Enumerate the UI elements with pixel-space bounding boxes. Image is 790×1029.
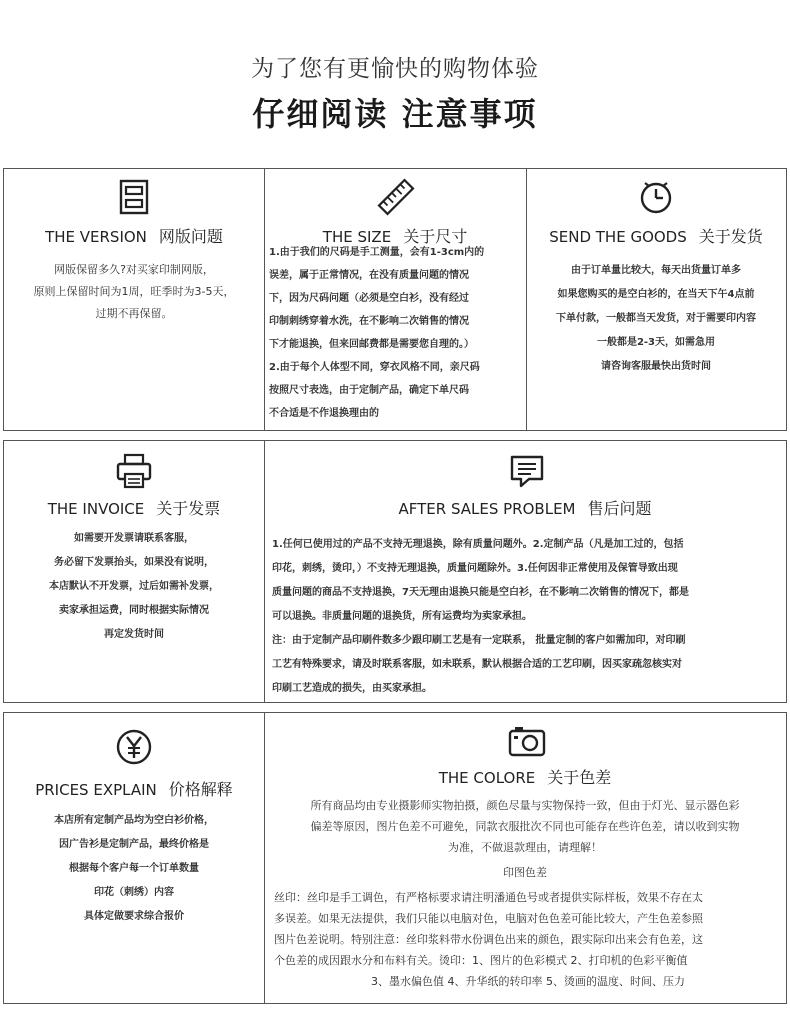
prices-title (4, 777, 264, 800)
colore-title (264, 765, 786, 788)
text-line: 下才能退换，但来回邮费都是需要您自理的。） (269, 339, 474, 350)
colore-text (268, 795, 782, 883)
row-1 (3, 168, 787, 431)
version-title-zh: 网版问题 (158, 227, 223, 246)
text-line: 本店所有定制产品均为空白衫价格， (54, 815, 214, 826)
camera-icon (507, 721, 547, 761)
text-line: 具体定做要求综合报价 (84, 911, 184, 922)
invoice-section (4, 441, 264, 702)
message-icon (507, 451, 547, 491)
goods-section (526, 169, 786, 430)
text-line: 多误差。如果无法提供，我们只能以电脑对色，电脑对色色差可能比较大，产生色差参照 (274, 912, 703, 925)
invoice-text (4, 527, 264, 647)
colore-title-zh: 关于色差 (547, 768, 612, 787)
text-line: 可以退换。非质量问题的退换货，所有运费均为卖家承担。 (272, 611, 532, 622)
text-line: 网版保留多久?对买家印制网版， (54, 263, 214, 276)
text-line: 个色差的成因跟水分和布料有关。烫印：1、图片的色彩模式 2、打印机的色彩平衡值 (274, 954, 688, 967)
after-sales-title (264, 496, 786, 519)
colore-title-en: THE COLORE (438, 769, 536, 787)
version-title-en: THE VERSION (45, 228, 147, 246)
text-line: 按照尺寸表选，由于定制产品，确定下单尺码 (269, 385, 469, 396)
text-line: 3、墨水偏色值 4、升华纸的转印率 5、烫画的温度、时间、压力 (371, 975, 685, 988)
text-line: 丝印：丝印是手工调色，有严格标要求请注明潘通色号或者提供实际样板，效果不存在太 (274, 891, 703, 904)
goods-title (526, 224, 786, 247)
text-line: 请咨询客服最快出货时间 (601, 361, 711, 372)
size-text (269, 241, 526, 425)
size-title-zh: 关于尺寸 (403, 227, 468, 246)
text-line: 一般都是2-3天，如需急用 (596, 337, 716, 348)
colore-print-text (274, 887, 782, 992)
text-line: 本店默认不开发票，过后如需补发票， (49, 581, 219, 592)
goods-title-en: SEND THE GOODS (549, 228, 687, 246)
clock-icon (636, 177, 676, 217)
text-line: 1.由于我们的尺码是手工测量，会有1-3cm内的 (269, 247, 485, 258)
row-2 (3, 440, 787, 703)
ruler-icon (376, 177, 416, 217)
text-line: 下单付款，一般都当天发货，对于需要印内容 (556, 313, 756, 324)
text-line: 工艺有特殊要求，请及时联系客服，如未联系，默认根据合适的工艺印刷，因买家疏忽核实对 (272, 659, 682, 670)
printer-icon (114, 451, 154, 491)
version-text (4, 259, 264, 325)
invoice-title (4, 496, 264, 519)
size-section (264, 169, 526, 430)
text-line: 卖家承担运费，同时根据实际情况 (59, 605, 209, 616)
text-line: 质量问题的商品不支持退换，7天无理由退换只能是空白衫，在不影响二次销售的情况下，都是 (272, 587, 689, 598)
page-subtitle: 为了您有更愉快的购物体验 (251, 56, 539, 82)
text-line: 务必留下发票抬头，如果没有说明， (54, 557, 214, 568)
version-title (4, 224, 264, 247)
prices-title-en: PRICES EXPLAIN (35, 781, 157, 799)
text-line: 偏差等原因，图片色差不可避免，同款衣服批次不同也可能存在些许色差，请以收到实物 (310, 820, 740, 833)
text-line: 注：由于定制产品印刷件数多少跟印刷工艺是有一定联系， 批量定制的客户如需加印，对印刷 (272, 635, 686, 646)
yen-icon (114, 727, 154, 767)
page-title: 仔细阅读 注意事项 (252, 95, 538, 133)
text-line: 不合适是不作退换理由的 (269, 408, 379, 419)
text-line: 如需要开发票请联系客服， (74, 533, 194, 544)
page-header (0, 50, 790, 135)
text-line: 过期不再保留。 (95, 307, 173, 320)
text-line: 原则上保留时间为1周，旺季时为3-5天， (33, 285, 235, 298)
prices-text (4, 809, 264, 929)
after-sales-section (264, 441, 786, 702)
text-line: 再定发货时间 (104, 629, 164, 640)
after-sales-title-en: AFTER SALES PROBLEM (398, 500, 576, 518)
text-line: 如果您购买的是空白衫的，在当天下午4点前 (557, 289, 755, 300)
goods-title-zh: 关于发货 (698, 227, 763, 246)
colore-section (264, 713, 786, 1003)
colore-subtitle: 印图色差 (503, 866, 547, 879)
size-title-en: THE SIZE (322, 228, 392, 246)
invoice-title-en: THE INVOICE (47, 500, 145, 518)
text-line: 由于订单量比较大，每天出货量订单多 (571, 265, 741, 276)
text-line: 因广告衫是定制产品，最终价格是 (59, 839, 209, 850)
invoice-title-zh: 关于发票 (156, 499, 221, 518)
text-line: 所有商品均由专业摄影师实物拍摄，颜色尽量与实物保持一致，但由于灯光、显示器色彩 (310, 799, 740, 812)
prices-title-zh: 价格解释 (168, 780, 233, 799)
text-line: 1.任何已使用过的产品不支持无理退换，除有质量问题外。2.定制产品（凡是加工过的，包括 (272, 539, 684, 550)
text-line: 为准，不做退款理由，请理解！ (448, 841, 602, 854)
text-line: 误差，属于正常情况，在没有质量问题的情况 (269, 270, 469, 281)
text-line: 印花（刺绣）内容 (94, 887, 174, 898)
text-line: 2.由于每个人体型不同，穿衣风格不同，亲尺码 (269, 362, 480, 373)
after-sales-title-zh: 售后问题 (587, 499, 652, 518)
row-3 (3, 712, 787, 1004)
version-icon (114, 177, 154, 217)
text-line: 下，因为尺码问题（必须是空白衫，没有经过 (269, 293, 469, 304)
text-line: 印制刺绣穿着水洗，在不影响二次销售的情况 (269, 316, 469, 327)
text-line: 印刷工艺造成的损失，由买家承担。 (272, 683, 432, 694)
text-line: 印花，刺绣，烫印，）不支持无理退换，质量问题除外。3.任何因非正常使用及保管导致出现 (272, 563, 678, 574)
goods-text (526, 259, 786, 379)
text-line: 根据每个客户每一个订单数量 (69, 863, 199, 874)
after-sales-text (272, 533, 782, 701)
version-section (4, 169, 264, 430)
text-line: 图片色差说明。特别注意：丝印浆料带水份调色出来的颜色，跟实际印出来会有色差，这 (274, 933, 703, 946)
prices-section (4, 713, 264, 1003)
